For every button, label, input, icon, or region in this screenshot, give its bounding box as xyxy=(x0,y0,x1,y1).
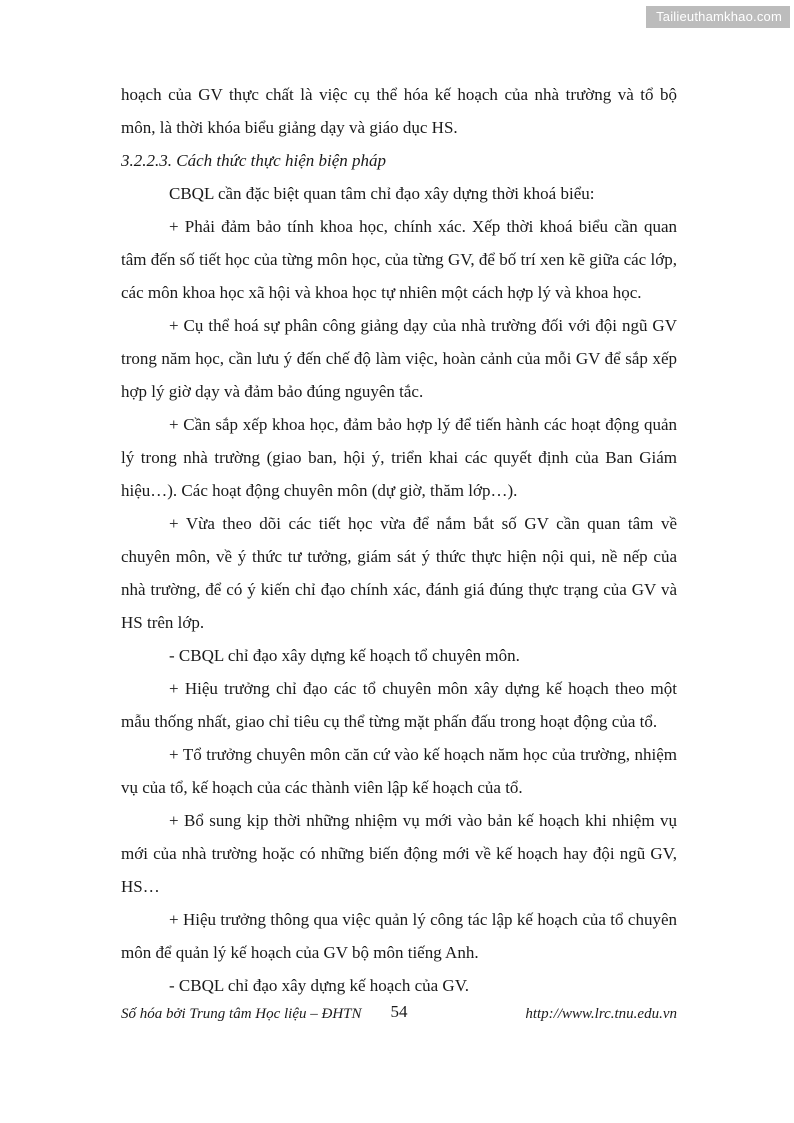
paragraph: - CBQL chỉ đạo xây dựng kế hoạch của GV. xyxy=(169,976,470,995)
page-footer xyxy=(121,1000,677,1030)
footer-source-text: Số hóa bởi Trung tâm Học liệu – ĐHTN xyxy=(121,1006,362,1022)
footer-url: http://www.lrc.tnu.edu.vn xyxy=(525,1006,677,1022)
document-body xyxy=(121,78,677,1002)
page-number: 54 xyxy=(390,1002,408,1021)
paragraph: hoạch của GV thực chất là việc cụ thể hóa kế hoạch của nhà trường và tổ bộ môn, là thời khóa biểu giảng dạy và giáo dục HS. xyxy=(121,85,677,137)
paragraph: + Hiệu trưởng chỉ đạo các tổ chuyên môn xây dựng kế hoạch theo một mẫu thống nhất, giao chỉ tiêu cụ thể từng mặt phấn đấu trong hoạt động của tổ. xyxy=(121,679,677,731)
paragraph: + Hiệu trưởng thông qua việc quản lý công tác lập kế hoạch của tổ chuyên môn để quản lý kế hoạch của GV bộ môn tiếng Anh. xyxy=(121,910,677,962)
paragraph: - CBQL chỉ đạo xây dựng kế hoạch tổ chuyên môn. xyxy=(169,646,520,665)
paragraph: + Tổ trưởng chuyên môn căn cứ vào kế hoạch năm học của trường, nhiệm vụ của tổ, kế hoạch của các thành viên lập kế hoạch của tổ. xyxy=(121,745,677,797)
paragraph: CBQL cần đặc biệt quan tâm chỉ đạo xây dựng thời khoá biểu: xyxy=(169,184,595,203)
section-heading: 3.2.2.3. Cách thức thực hiện biện pháp xyxy=(121,151,387,170)
watermark-label: Tailieuthamkhao.com xyxy=(646,6,790,28)
paragraph: + Phải đảm bảo tính khoa học, chính xác. Xếp thời khoá biểu cần quan tâm đến số tiết học của từng môn học, của từng GV, để bố trí xen kẽ giữa các lớp, các môn khoa học xã hội và khoa học tự nhiên một cách hợp lý và khoa học. xyxy=(121,217,677,302)
paragraph: + Cụ thể hoá sự phân công giảng dạy của nhà trường đối với đội ngũ GV trong năm học, cần lưu ý đến chế độ làm việc, hoàn cảnh của mỗi GV để sắp xếp hợp lý giờ dạy và đảm bảo đúng nguyên tắc. xyxy=(121,316,677,401)
paragraph: + Cần sắp xếp khoa học, đảm bảo hợp lý để tiến hành các hoạt động quản lý trong nhà trường (giao ban, hội ý, triển khai các quyết định của Ban Giám hiệu…). Các hoạt động chuyên môn (dự giờ, thăm lớp…). xyxy=(121,415,677,500)
paragraph: + Bổ sung kịp thời những nhiệm vụ mới vào bản kế hoạch khi nhiệm vụ mới của nhà trường hoặc có những biến động mới về kế hoạch hay đội ngũ GV, HS… xyxy=(121,811,677,896)
paragraph: + Vừa theo dõi các tiết học vừa để nắm bắt số GV cần quan tâm về chuyên môn, về ý thức tư tưởng, giám sát ý thức thực hiện nội qui, nề nếp của nhà trường, để có ý kiến chỉ đạo chính xác, đánh giá đúng thực trạng của GV và HS trên lớp. xyxy=(121,514,677,632)
